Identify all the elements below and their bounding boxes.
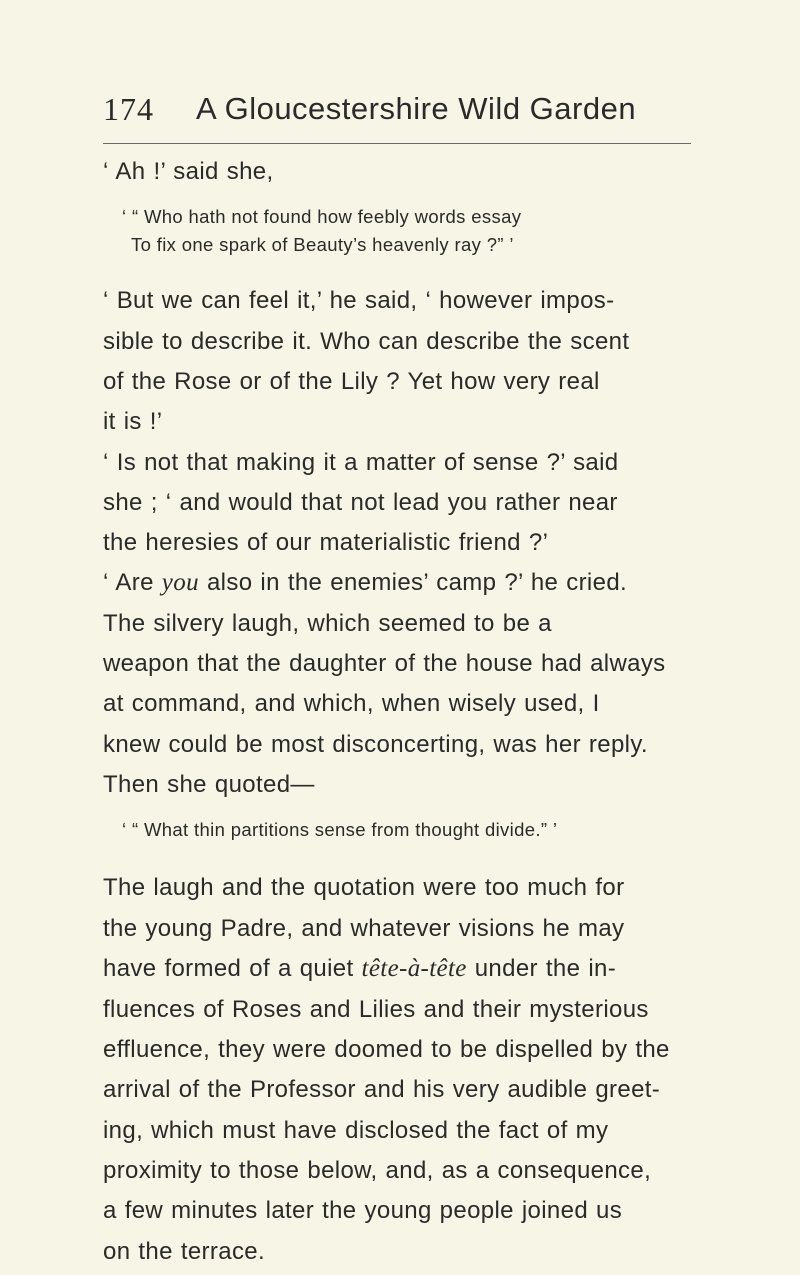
text-line: ‘ Ah !’ said she, xyxy=(103,158,274,185)
text-line: ‘ But we can feel it,’ he said, ‘ however impos- xyxy=(103,287,615,314)
page-number: 174 xyxy=(103,91,154,127)
italic-word: you xyxy=(161,569,199,596)
text-line xyxy=(103,567,627,599)
text-line: she ; ‘ and would that not lead you rather near xyxy=(103,489,618,516)
text-line: the heresies of our materialistic friend ?’ xyxy=(103,529,549,556)
header-rule xyxy=(103,143,691,144)
text-segment: under the in- xyxy=(466,955,617,982)
text-line: Then she quoted— xyxy=(103,771,315,798)
running-title: A Gloucestershire Wild Garden xyxy=(196,91,637,126)
text-line: of the Rose or of the Lily ? Yet how very real xyxy=(103,368,600,395)
text-segment: ‘ Are xyxy=(103,569,162,596)
verse-line: ‘ “ Who hath not found how feebly words essay xyxy=(122,206,522,227)
text-line xyxy=(103,953,616,985)
text-segment: also in the enemies’ camp ?’ he cried. xyxy=(198,569,628,596)
text-line: ‘ Is not that making it a matter of sense ?’ said xyxy=(103,449,619,476)
text-line: sible to describe it. Who can describe the scent xyxy=(103,328,630,355)
verse-line: To fix one spark of Beauty’s heavenly ray ?” ’ xyxy=(131,234,514,255)
text-line: The silvery laugh, which seemed to be a xyxy=(103,610,552,637)
text-line: proximity to those below, and, as a consequence, xyxy=(103,1157,652,1184)
text-line: a few minutes later the young people joined us xyxy=(103,1197,623,1224)
text-segment: have formed of a quiet xyxy=(103,955,362,982)
verse-line: ‘ “ What thin partitions sense from thought divide.” ’ xyxy=(122,819,558,840)
text-line: the young Padre, and whatever visions he may xyxy=(103,915,625,942)
text-line: at command, and which, when wisely used, I xyxy=(103,690,600,717)
running-header xyxy=(103,84,703,134)
text-line: knew could be most disconcerting, was her reply. xyxy=(103,731,648,758)
text-line: effluence, they were doomed to be dispelled by the xyxy=(103,1036,670,1063)
text-line: on the terrace. xyxy=(103,1238,266,1265)
text-line: it is !’ xyxy=(103,408,163,435)
text-line: ing, which must have disclosed the fact of my xyxy=(103,1117,609,1144)
text-line: The laugh and the quotation were too much for xyxy=(103,874,625,901)
italic-phrase: tête-à-tête xyxy=(361,955,467,982)
text-line: arrival of the Professor and his very audible greet- xyxy=(103,1076,661,1103)
text-line: fluences of Roses and Lilies and their mysterious xyxy=(103,996,649,1023)
text-line: weapon that the daughter of the house had always xyxy=(103,650,666,677)
